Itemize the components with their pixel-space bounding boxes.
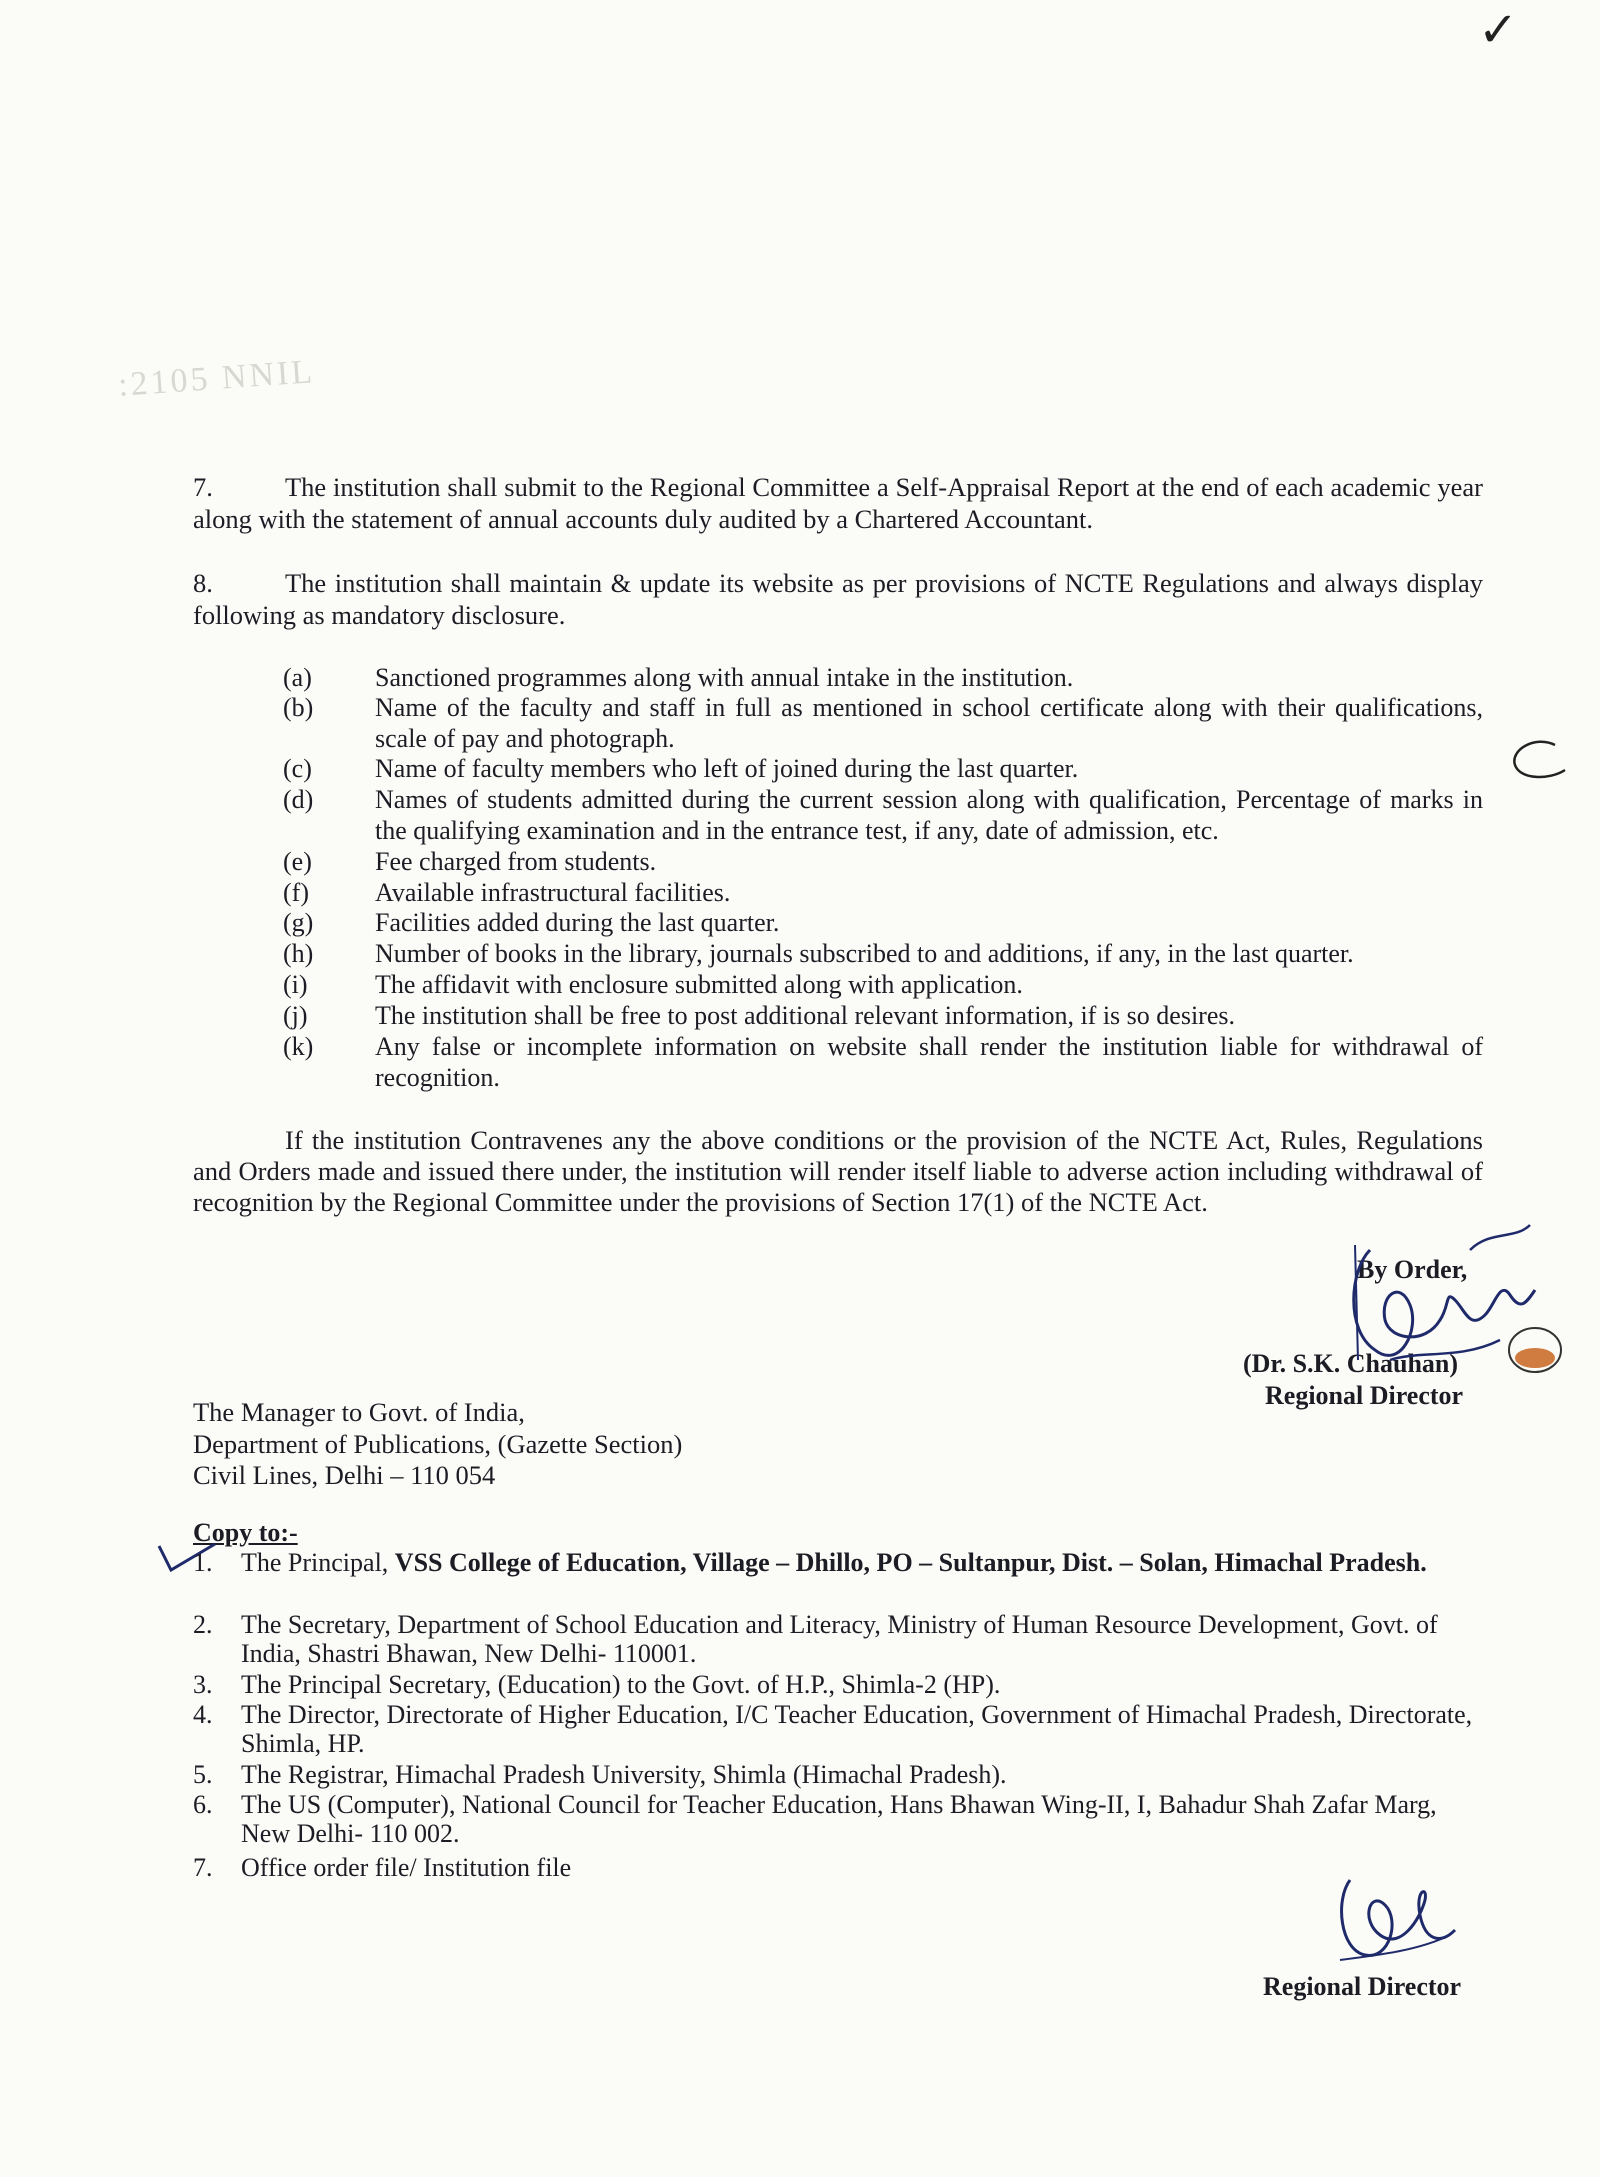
list-label: (c) <box>283 754 312 783</box>
copy-item-number: 6. <box>193 1790 213 1819</box>
list-text: The affidavit with enclosure submitted along with application. <box>375 970 1023 999</box>
copy-item-number: 1. <box>193 1548 213 1577</box>
paragraph-text: The institution shall maintain & update its website as per provisions of NCTE Regulations and always display following as mandatory disclosure. <box>193 568 1483 630</box>
paragraph-number: 7. <box>193 472 213 502</box>
list-text: The institution shall be free to post additional relevant information, if is so desires. <box>375 1001 1235 1030</box>
list-text: Sanctioned programmes along with annual intake in the institution. <box>375 663 1074 692</box>
list-text: Number of books in the library, journals subscribed to and additions, if any, in the last quarter. <box>375 939 1354 968</box>
copy-item-text: The Principal, <box>241 1548 395 1577</box>
signatory-name: (Dr. S.K. Chauhan) <box>1243 1349 1459 1378</box>
paragraph-number: 8. <box>193 568 213 598</box>
list-label: (i) <box>283 970 308 999</box>
list-text: Facilities added during the last quarter. <box>375 908 780 937</box>
list-text: Names of students admitted during the current session along with qualification, Percentage of marks in the qualifying examination and in the entrance test, if any, date of admission, etc. <box>375 785 1483 845</box>
list-label: (e) <box>283 847 312 876</box>
signatory-title: Regional Director <box>1265 1381 1464 1410</box>
list-text: Name of faculty members who left of joined during the last quarter. <box>375 754 1079 783</box>
addressee-line-2: Department of Publications, (Gazette Section) <box>193 1429 683 1459</box>
list-text: Name of the faculty and staff in full as mentioned in school certificate along with their qualifications, scale of pay and photograph. <box>375 693 1483 753</box>
copy-item-text: The Secretary, Department of School Education and Literacy, Ministry of Human Resource Development, Govt. of India, Shastri Bhawan, New Delhi- 110001. <box>241 1610 1438 1668</box>
paragraph-text: The institution shall submit to the Regional Committee a Self-Appraisal Report at the end of each academic year along with the statement of annual accounts duly audited by a Chartered Accountant. <box>193 472 1483 534</box>
ink-stain-icon <box>1505 1320 1565 1380</box>
paragraph-8 <box>193 567 1483 631</box>
copy-item-text: The Director, Directorate of Higher Education, I/C Teacher Education, Government of Himachal Pradesh, Directorate, Shimla, HP. <box>241 1700 1473 1758</box>
list-label: (k) <box>283 1032 314 1061</box>
faint-date-stamp: :2105 NNIL <box>116 353 317 404</box>
list-label: (d) <box>283 785 314 814</box>
closing-paragraph: If the institution Contravenes any the above conditions or the provision of the NCTE Act, Rules, Regulations and Orders made and issued there under, the institution will render itself liable to adverse action including withdrawal of recognition by the Regional Committee under the provisions of Section 17(1) of the NCTE Act. <box>193 1125 1483 1217</box>
list-text: Any false or incomplete information on website shall render the institution liable for withdrawal of recognition. <box>375 1032 1483 1092</box>
copy-item-text: The US (Computer), National Council for Teacher Education, Hans Bhawan Wing-II, I, Bahadur Shah Zafar Marg, New Delhi- 110 002. <box>241 1790 1437 1848</box>
copy-item-number: 3. <box>193 1670 213 1699</box>
signature-scribble-2 <box>1320 1860 1460 1970</box>
paragraph-7 <box>193 471 1483 535</box>
list-text: Fee charged from students. <box>375 847 657 876</box>
copy-item-number: 7. <box>193 1853 213 1882</box>
list-label: (g) <box>283 908 314 937</box>
copy-item-number: 4. <box>193 1700 213 1729</box>
copy-item-number: 2. <box>193 1610 213 1639</box>
by-order-label: By Order, <box>1357 1255 1468 1284</box>
list-label: (j) <box>283 1001 308 1030</box>
copy-item-institution: VSS College of Education, Village – Dhillo, PO – Sultanpur, Dist. – Solan, Himachal Pradesh. <box>394 1548 1427 1577</box>
list-text: Available infrastructural facilities. <box>375 878 731 907</box>
list-label: (h) <box>283 939 314 968</box>
margin-scribble-icon <box>1505 735 1575 785</box>
list-label: (a) <box>283 663 312 692</box>
copy-item-number: 5. <box>193 1760 213 1789</box>
copy-item-text: Office order file/ Institution file <box>241 1853 572 1882</box>
copy-item-text: The Principal Secretary, (Education) to the Govt. of H.P., Shimla-2 (HP). <box>241 1670 1001 1699</box>
list-label: (b) <box>283 693 314 722</box>
copy-item-text: The Registrar, Himachal Pradesh University, Shimla (Himachal Pradesh). <box>241 1760 1007 1789</box>
addressee-line-3: Civil Lines, Delhi – 110 054 <box>193 1460 496 1490</box>
signatory-title-2: Regional Director <box>1263 1972 1462 2001</box>
copy-to-heading: Copy to:- <box>193 1518 298 1547</box>
list-label: (f) <box>283 878 309 907</box>
check-mark: ✓ <box>1478 2 1519 58</box>
addressee-line-1: The Manager to Govt. of India, <box>193 1397 525 1427</box>
